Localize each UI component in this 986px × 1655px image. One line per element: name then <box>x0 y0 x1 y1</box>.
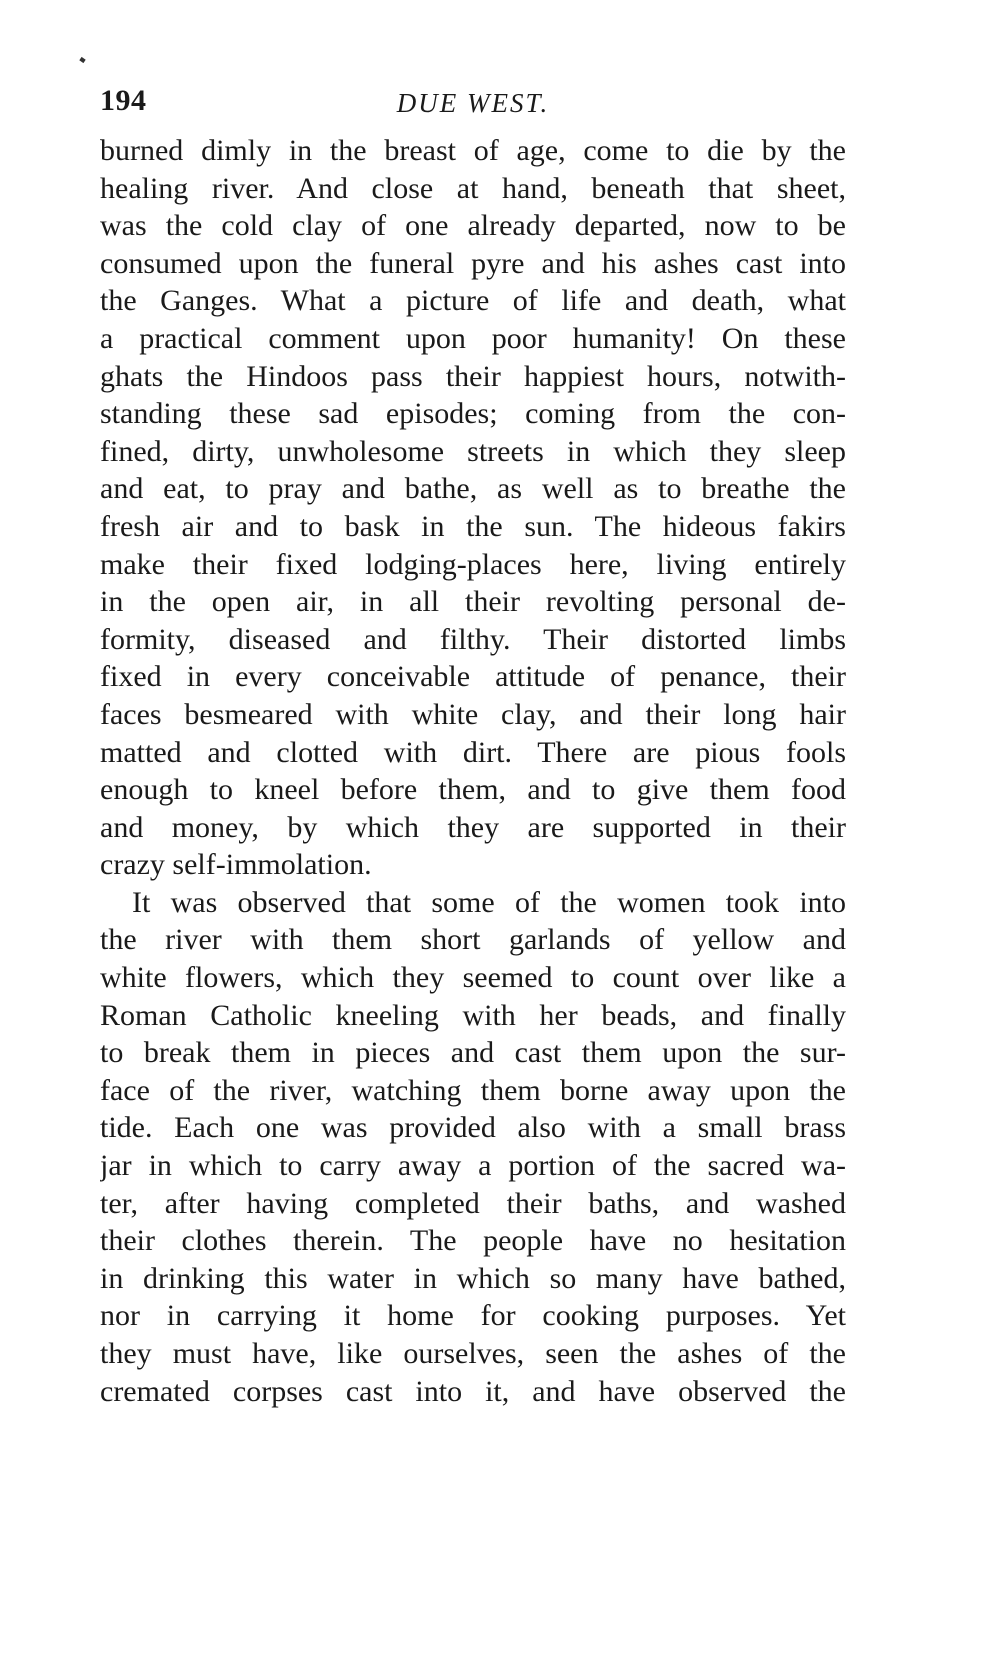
text-line: ghats the Hindoos pass their happiest hours, notwith- <box>100 359 846 393</box>
text-line: in the open air, in all their revolting personal de- <box>100 585 846 619</box>
text-line: in drinking this water in which so many have bathed, <box>100 1261 846 1295</box>
page-number: 194 <box>100 84 147 117</box>
text-line: consumed upon the funeral pyre and his ashes cast into <box>100 246 846 280</box>
text-line: Roman Catholic kneeling with her beads, and finally <box>100 998 846 1032</box>
paragraph-1 <box>100 132 846 884</box>
text-line: and money, by which they are supported in their <box>100 810 846 844</box>
text-line: tide. Each one was provided also with a small brass <box>100 1111 846 1145</box>
book-page <box>100 84 846 1410</box>
text-line: cremated corpses cast into it, and have observed the <box>100 1374 846 1408</box>
text-line: their clothes therein. The people have no hesitation <box>100 1224 846 1258</box>
print-speck <box>79 57 85 63</box>
text-line: matted and clotted with dirt. There are pious fools <box>100 735 846 769</box>
text-line: and eat, to pray and bathe, as well as to breathe the <box>100 472 846 506</box>
text-line: fixed in every conceivable attitude of penance, their <box>100 660 846 694</box>
text-line: make their fixed lodging-places here, living entirely <box>100 547 846 581</box>
text-line: white flowers, which they seemed to count over like a <box>100 961 846 995</box>
text-line: It was observed that some of the women took into <box>132 885 846 919</box>
text-line: standing these sad episodes; coming from the con- <box>100 397 846 431</box>
text-line: to break them in pieces and cast them upon the sur- <box>100 1036 846 1070</box>
running-head: DUE WEST. <box>396 88 550 118</box>
page-header <box>100 84 846 124</box>
text-line: nor in carrying it home for cooking purposes. Yet <box>100 1299 846 1333</box>
text-line: formity, diseased and filthy. Their distorted limbs <box>100 622 846 656</box>
paragraph-2 <box>100 884 846 1410</box>
text-line: healing river. And close at hand, beneath that sheet, <box>100 171 846 205</box>
text-line: fresh air and to bask in the sun. The hideous fakirs <box>100 509 846 543</box>
text-line: crazy self-immolation. <box>100 848 372 882</box>
text-line: ter, after having completed their baths, and washed <box>100 1186 846 1220</box>
text-line: face of the river, watching them borne away upon the <box>100 1073 846 1107</box>
text-line: jar in which to carry away a portion of the sacred wa- <box>100 1149 846 1183</box>
text-line: was the cold clay of one already departed, now to be <box>100 209 846 243</box>
text-line: the Ganges. What a picture of life and death, what <box>100 284 846 318</box>
text-line: they must have, like ourselves, seen the ashes of the <box>100 1337 846 1370</box>
text-line: fined, dirty, unwholesome streets in which they sleep <box>100 434 846 468</box>
text-line: burned dimly in the breast of age, come to die by the <box>100 134 846 167</box>
text-line: the river with them short garlands of yellow and <box>100 923 846 957</box>
text-line: a practical comment upon poor humanity! On these <box>100 321 846 355</box>
text-line: faces besmeared with white clay, and their long hair <box>100 697 846 731</box>
text-line: enough to kneel before them, and to give them food <box>100 773 846 807</box>
